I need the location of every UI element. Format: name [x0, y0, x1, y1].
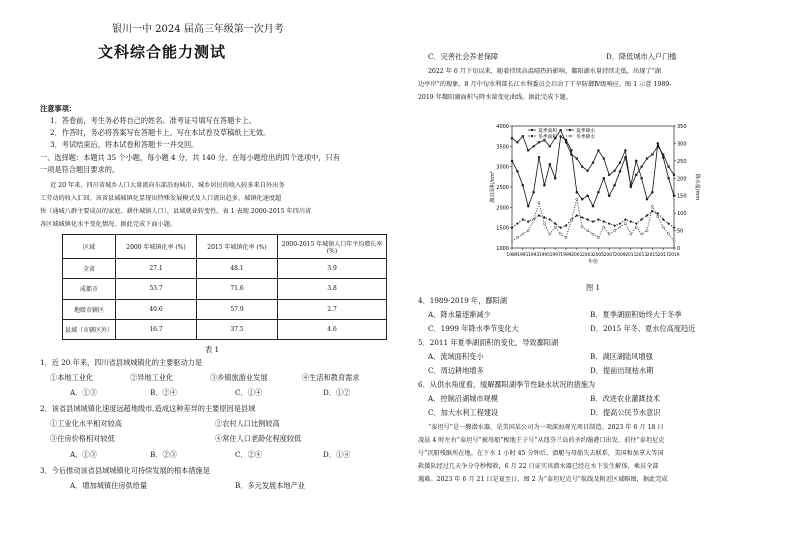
data-point — [651, 205, 653, 207]
table-cell: 57.9 — [197, 299, 278, 319]
data-point — [619, 162, 621, 164]
data-point — [662, 226, 664, 228]
table-cell: 27.1 — [116, 259, 197, 279]
option: ②农村人口比例较高 — [215, 419, 280, 428]
data-point — [527, 149, 529, 151]
data-point — [565, 139, 567, 141]
data-point — [668, 166, 670, 168]
data-point — [657, 216, 659, 218]
table-header: 2000-2015 年城镇人口年平均增长率 (%) — [278, 235, 387, 259]
data-point — [624, 156, 626, 158]
choice: D．提高公民节水意识 — [590, 408, 661, 417]
data-point — [527, 229, 529, 231]
data-point — [581, 166, 583, 168]
y-left-tick-label: 1500 — [496, 225, 509, 232]
choice: B．②④ — [150, 388, 177, 397]
data-point — [560, 135, 562, 137]
table-header: 2015 年城镇化率 (%) — [197, 235, 278, 259]
table-cell: 53.7 — [116, 279, 197, 299]
x-tick-label: 2013 — [636, 253, 648, 258]
question-stem: 5．2011 年夏季湖面积的变化，导致鄱阳湖 — [418, 338, 559, 347]
table-cell: 71.6 — [197, 279, 278, 299]
data-point — [533, 191, 535, 193]
legend-label: 冬季降水 — [576, 134, 596, 140]
data-point — [543, 184, 545, 186]
data-point — [576, 198, 578, 200]
legend-marker — [569, 135, 571, 137]
data-point — [597, 191, 599, 193]
data-point — [619, 222, 622, 225]
passage-line: 2019 年鄱阳湖面积与降水量变化曲线。据此完成下题。 — [418, 94, 572, 101]
data-point — [668, 177, 670, 179]
x-tick-label: 2007 — [603, 253, 615, 258]
data-point — [603, 157, 605, 159]
data-point — [576, 191, 578, 193]
data-point — [635, 174, 637, 176]
data-point — [511, 160, 513, 162]
data-point — [641, 166, 643, 168]
y-left-axis-label: 湖泊面积/km² — [490, 171, 496, 203]
data-point — [587, 229, 589, 231]
data-point — [511, 137, 513, 139]
data-point — [597, 236, 599, 238]
school-line: 银川一中 2024 届高三年级第一次月考 — [112, 24, 284, 35]
data-point — [581, 198, 583, 200]
table-cell: 3.8 — [278, 279, 387, 299]
data-point — [554, 226, 556, 228]
y-right-tick-label: 250 — [677, 158, 687, 165]
option: ①工业化水平相对较高 — [50, 419, 122, 428]
data-point — [538, 156, 540, 158]
passage-line: 凌晨 4 时左右“泰坦号”被母船“极地王子号”从纽芬兰岛的圣约翰港口出发，前往“泰坦尼克 — [418, 437, 665, 444]
data-point — [522, 184, 524, 186]
data-point — [651, 153, 653, 155]
data-point — [630, 233, 632, 235]
data-point — [619, 226, 621, 228]
table-1 — [62, 234, 387, 340]
data-point — [586, 218, 589, 221]
choice: C．①④ — [235, 388, 263, 397]
data-point — [641, 177, 643, 179]
figure-caption: 图 1 — [586, 283, 601, 292]
choice: B．改进农业灌溉技术 — [590, 394, 660, 403]
notes-heading: 注意事项： — [40, 104, 76, 113]
data-point — [570, 149, 572, 151]
question-stem: 4．1989-2019 年，鄱阳湖 — [418, 296, 507, 305]
data-point — [673, 240, 675, 242]
option: ③乡镇旅游业发展 — [210, 373, 268, 382]
x-tick-label: 1997 — [549, 253, 561, 258]
choice: C．加大水利工程建设 — [428, 408, 499, 417]
y-right-tick-label: 100 — [677, 211, 687, 218]
option: ②异地工业化 — [130, 373, 174, 382]
choice: A．增加城镇住房供给量 — [70, 481, 148, 490]
choice: B．夏季湖面积始终大于冬季 — [590, 310, 682, 319]
note-item: 2．作答时，务必将答案写在答题卡上。写在本试卷及草稿纸上无效。 — [50, 128, 271, 137]
x-tick-label: 2011 — [625, 253, 637, 258]
table-cell: 2.7 — [278, 299, 387, 319]
question-stem: 1．近 20 年来，四川省县域城镇化的主要驱动力是 — [40, 358, 203, 367]
data-point — [516, 170, 518, 172]
data-point — [651, 191, 653, 193]
passage-line: 遇难。2023 年 6 月 21 日是夏至日，图 2 为“泰坦尼克号”航线及附近区域略图，据此完成 — [418, 476, 668, 483]
data-point — [597, 149, 599, 151]
x-tick-label: 1999 — [560, 253, 572, 258]
data-point — [538, 141, 540, 143]
passage-line: “泰坦号”是一艘潜水器，是美国某公司为一项深海观光项目制造。2023 年 6 月 18 日 — [428, 424, 664, 431]
table-cell: 37.5 — [197, 319, 278, 339]
data-point — [608, 174, 610, 176]
passage-line: 工劳动的收入汇回。该省县域城镇化显现出特殊发展模式及人口流出趋多，城镇化速度超 — [40, 195, 282, 202]
data-point — [656, 212, 659, 215]
data-point — [635, 160, 637, 162]
data-point — [592, 205, 594, 207]
data-point — [516, 141, 518, 143]
choice: A．①③ — [70, 388, 97, 397]
y-right-tick-label: 150 — [677, 193, 687, 200]
data-point — [538, 202, 540, 204]
data-point — [619, 170, 621, 172]
x-tick-label: 2017 — [657, 253, 669, 258]
table-caption: 表 1 — [205, 345, 220, 354]
option: ④生活和教育需求 — [302, 373, 360, 382]
data-point — [576, 157, 578, 159]
choice: C．周边耕地增多 — [428, 366, 484, 375]
choice: C．完善社会养老保障 — [428, 52, 499, 61]
note-item: 1．答卷前，考生务必将自己的姓名、准考证号填写在答题卡上。 — [50, 116, 256, 125]
choice: B．湖区湖陆风增强 — [590, 352, 653, 361]
x-tick-label: 2005 — [592, 253, 604, 258]
data-point — [581, 226, 583, 228]
y-right-tick-label: 300 — [677, 141, 687, 148]
question-stem: 2．该省县域城镇化速度远超地级市,造成这种差异的主要原因是县域 — [40, 404, 256, 413]
passage-line: 各区域城镇化水平变化情况。据此完成下面小题。 — [40, 221, 177, 228]
choice: D．降低城市入户门槛 — [606, 52, 677, 61]
data-point — [516, 236, 518, 238]
data-point — [673, 195, 675, 197]
data-point — [608, 195, 610, 197]
data-point — [613, 224, 616, 227]
data-point — [614, 184, 616, 186]
data-point — [549, 233, 551, 235]
legend-marker — [569, 129, 571, 131]
x-tick-label: 1991 — [517, 253, 529, 258]
y-left-tick-label: 2500 — [496, 185, 509, 191]
table-row — [63, 279, 387, 299]
y-right-tick-label: 50 — [677, 228, 684, 235]
table-cell: 县域（市辖区外） — [63, 319, 116, 339]
data-point — [522, 233, 524, 235]
exam-title: 文科综合能力测试 — [98, 43, 227, 61]
passage-line: 号”沉船残骸所在地。在下水 1 小时 45 分钟后，潜艇与母船失去联系，美国和加拿大等国 — [418, 450, 664, 457]
data-point — [592, 162, 594, 164]
table-cell: 16.7 — [116, 319, 197, 339]
choice: C．②④ — [235, 450, 263, 459]
data-point — [592, 233, 594, 235]
choice: A．控制沿湖城市规模 — [428, 394, 498, 403]
data-point — [527, 205, 529, 207]
table-cell: 48.1 — [197, 259, 278, 279]
passage-line: 2022 年 6 月下旬以来，随着持续高温晴热的影响，鄱阳湖水量持续走低，出现了“湖 — [428, 68, 661, 75]
data-point — [602, 220, 605, 223]
table-cell: 3.9 — [278, 259, 387, 279]
x-tick-label: 2003 — [582, 253, 594, 258]
passage-line: 快（通城八群主要成员的家庭、耕住城镇人口），县域就业转变性。表 1 表现 2000-2015 年四川省 — [40, 208, 312, 215]
data-point — [608, 233, 610, 235]
legend-label: 夏季降水 — [576, 128, 596, 134]
figure-1-chart — [488, 120, 702, 280]
x-tick-label: 1995 — [538, 253, 550, 258]
data-point — [673, 174, 675, 176]
lake-area-precip-chart — [488, 120, 702, 280]
data-point — [629, 220, 632, 223]
choice: A．①③ — [70, 450, 97, 459]
data-point — [614, 170, 616, 172]
table-cell: 成都市 — [63, 279, 116, 299]
y-left-tick-label: 3000 — [496, 164, 509, 171]
choice: D．①④ — [323, 450, 351, 459]
legend-marker — [531, 135, 533, 137]
table-row — [63, 319, 387, 339]
legend-marker — [531, 129, 533, 131]
passage-line: 近 20 年来，四川省城乡人口大量流向东部沿海城市，城乡居民的收入较多来自外出务 — [50, 182, 285, 189]
x-tick-label: 2015 — [646, 253, 658, 258]
x-axis-label: 年份 — [587, 259, 599, 265]
data-point — [560, 129, 562, 131]
y-left-tick-label: 2000 — [496, 205, 509, 212]
x-tick-label: 1989 — [506, 253, 518, 258]
data-point — [549, 145, 551, 147]
data-point — [641, 233, 643, 235]
data-point — [516, 222, 519, 225]
data-point — [646, 157, 648, 159]
data-point — [673, 226, 676, 229]
data-point — [630, 184, 632, 186]
choice: D．①② — [323, 388, 351, 397]
y-left-tick-label: 4000 — [496, 124, 509, 130]
data-point — [624, 223, 626, 225]
legend-label: 冬季面积 — [538, 134, 558, 140]
data-point — [608, 222, 611, 225]
data-point — [533, 145, 535, 147]
passage-line: 边亭岸”的现象，8 月中旬水利部长江水利委员会启动了干旱防御Ⅳ级响应。图 1 示意 1989- — [418, 81, 672, 88]
table-cell: 40.6 — [116, 299, 197, 319]
table-cell: 全省 — [63, 259, 116, 279]
table-cell: 4.6 — [278, 319, 387, 339]
data-point — [533, 219, 535, 221]
section-intro: 一、选择题：本题共 35 个小题，每小题 4 分，共 140 分。在每小题给出的四个选项中，只有 — [40, 153, 340, 162]
data-point — [657, 142, 659, 144]
table-header-row — [63, 235, 387, 259]
data-point — [560, 233, 562, 235]
x-tick-label: 2019 — [668, 253, 680, 258]
x-tick-label: 1993 — [528, 253, 540, 258]
y-right-tick-label: 0 — [677, 246, 681, 252]
table-cell: 地级市辖区 — [63, 299, 116, 319]
data-point — [597, 218, 600, 221]
series-line-2 — [512, 137, 674, 207]
data-point — [603, 177, 605, 179]
data-point — [624, 149, 626, 151]
data-point — [548, 218, 551, 221]
data-point — [587, 170, 589, 172]
data-point — [635, 222, 638, 225]
y-left-tick-label: 3500 — [496, 144, 509, 151]
section-intro: 一项是符合题目要求的。 — [40, 165, 120, 174]
choice: A．流域面积变小 — [428, 352, 484, 361]
data-point — [668, 233, 670, 235]
data-point — [646, 229, 648, 231]
data-point — [527, 220, 530, 223]
y-right-tick-label: 350 — [677, 124, 687, 130]
table-row — [63, 259, 387, 279]
series-line-3 — [512, 211, 674, 227]
data-point — [543, 223, 545, 225]
legend-label: 夏季面积 — [538, 128, 558, 134]
data-point — [570, 219, 572, 221]
y-left-tick-label: 1000 — [496, 246, 509, 252]
data-point — [614, 229, 616, 231]
note-item: 3．考试结束后，将本试卷和答题卡一并交回。 — [50, 140, 199, 149]
data-point — [554, 177, 556, 179]
data-point — [603, 226, 605, 228]
table-header: 2000 年城镇化率 (%) — [116, 235, 197, 259]
data-point — [565, 236, 567, 238]
choice: C．1999 年降水季节变化大 — [428, 324, 519, 333]
data-point — [549, 163, 551, 165]
data-point — [522, 135, 524, 137]
data-point — [662, 156, 664, 158]
y-right-tick-label: 200 — [677, 176, 687, 183]
option: ①本地工业化 — [50, 373, 94, 382]
question-stem: 6．从供水角度看，缓解鄱阳湖季节性缺水状况的措施为 — [418, 380, 596, 389]
choice: D．2015 年冬、夏水位高度趋近 — [590, 324, 696, 333]
option: ③住房价格相对较低 — [50, 434, 115, 443]
choice: B．②③ — [150, 450, 177, 459]
data-point — [581, 216, 584, 219]
data-point — [587, 195, 589, 197]
data-point — [635, 226, 637, 228]
y-right-axis-label: 降水量/mm — [694, 173, 700, 201]
question-stem: 3．今后推动该省县域城镇化可持续发展的根本措施是 — [40, 466, 210, 475]
passage-line: 救援队经过几天争分夺秒搜救，6 月 22 日证实该潜水器已经在水下发生解体，乘员全部 — [418, 463, 659, 470]
data-point — [559, 226, 562, 229]
option: ④常住人口老龄化程度较低 — [215, 434, 302, 443]
data-point — [646, 198, 648, 200]
x-tick-label: 2009 — [614, 253, 626, 258]
data-point — [511, 240, 513, 242]
table-header: 区域 — [63, 235, 116, 259]
x-tick-label: 2001 — [571, 253, 583, 258]
table-row — [63, 299, 387, 319]
choice: D．提前出现枯水期 — [590, 366, 654, 375]
choice: A．降水量逐渐减少 — [428, 310, 491, 319]
choice: B．多元发展本地产业 — [235, 481, 305, 490]
data-point — [592, 220, 595, 223]
